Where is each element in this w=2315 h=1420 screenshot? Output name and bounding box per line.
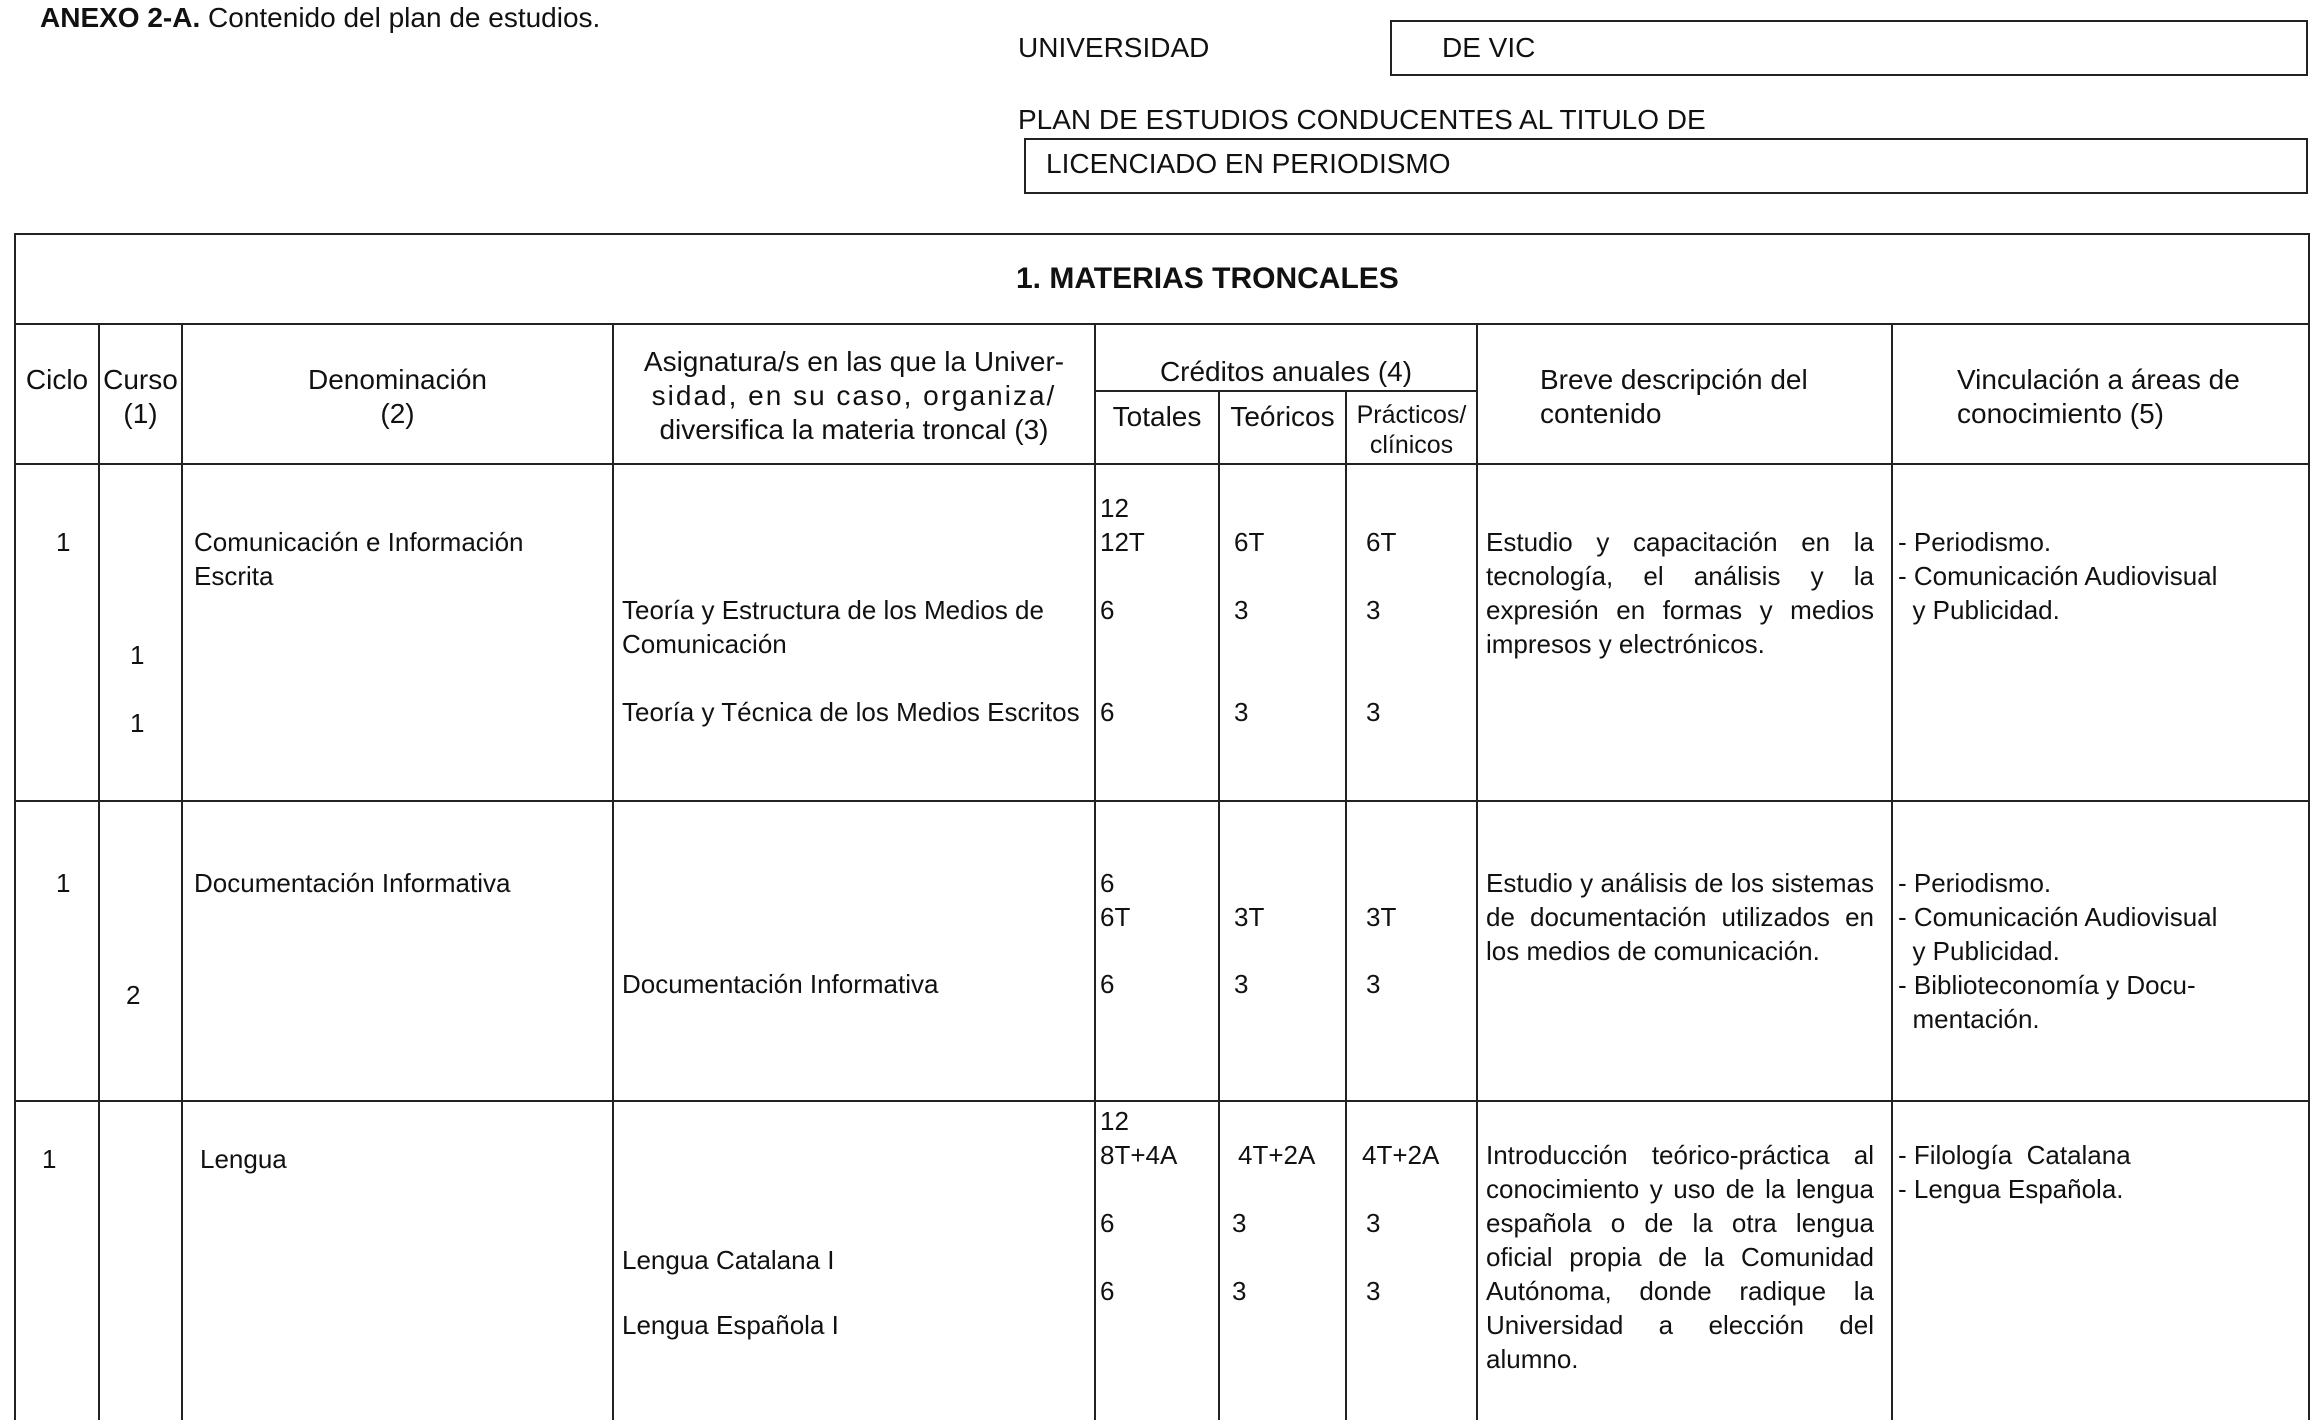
- row1-sub1-teoricos: 3: [1234, 595, 1249, 625]
- row2-teoricos: 3T: [1234, 902, 1265, 932]
- row3-sub1-name: Lengua Catalana I: [622, 1245, 835, 1275]
- row3-denominacion: Lengua: [200, 1144, 287, 1174]
- col-practicos: [1347, 400, 1476, 460]
- row2-denominacion: Documentación Informativa: [194, 868, 511, 898]
- row1-sub2-name: Teoría y Técnica de los Medios Escritos: [622, 697, 1080, 727]
- col-vinculacion-line2: conocimiento (5): [1957, 398, 2164, 429]
- row1-sub2-curso: 1: [130, 708, 145, 738]
- row2-sub1-totales: 6: [1100, 969, 1115, 999]
- row2-totales: 6T: [1100, 902, 1131, 932]
- row1-sub2-totales: 6: [1100, 697, 1115, 727]
- row1-sub1-name: Teoría y Estructura de los Medios de Comunicación: [622, 595, 1044, 659]
- plan-label: PLAN DE ESTUDIOS CONDUCENTES AL TITULO DE: [1018, 104, 1706, 135]
- col-asignatura: [614, 345, 1094, 447]
- row2-sub1-practicos: 3: [1366, 969, 1381, 999]
- col-creditos: Créditos anuales (4): [1159, 356, 1413, 387]
- col-asignatura-line2: sidad, en su caso, organiza/: [651, 380, 1057, 411]
- row3-sub2-practicos: 3: [1366, 1276, 1381, 1306]
- row3-totales: 8T+4A: [1100, 1140, 1178, 1170]
- col-teoricos: Teóricos: [1230, 401, 1335, 432]
- area-item: - Comunicación Audiovisual: [1898, 902, 2218, 932]
- row3-ciclo: 1: [42, 1144, 57, 1174]
- col-vinculacion: [1893, 363, 2310, 431]
- row1-teoricos: 6T: [1234, 527, 1265, 557]
- area-item: mentación.: [1898, 1004, 2040, 1034]
- row3-sub2-teoricos: 3: [1232, 1276, 1247, 1306]
- area-item: y Publicidad.: [1898, 936, 2060, 966]
- row1-areas: [1898, 525, 2217, 627]
- row2-practicos: 3T: [1366, 902, 1397, 932]
- university-value: DE VIC: [1442, 32, 1536, 63]
- area-item: - Periodismo.: [1898, 527, 2052, 557]
- area-item: y Publicidad.: [1898, 595, 2060, 625]
- col-descripcion-line1: Breve descripción del: [1540, 364, 1808, 395]
- col-practicos-line1: Prácticos/: [1356, 401, 1467, 429]
- row2-total-top: 6: [1100, 868, 1115, 898]
- row3-sub1-teoricos: 3: [1232, 1208, 1247, 1238]
- col-denominacion-label: Denominación: [308, 364, 487, 395]
- area-item: - Comunicación Audiovisual: [1898, 561, 2218, 591]
- row2-sub1-teoricos: 3: [1234, 969, 1249, 999]
- col-curso: [100, 363, 181, 431]
- row2-sub1-curso: 2: [126, 980, 141, 1010]
- row3-sub1-totales: 6: [1100, 1208, 1115, 1238]
- row2-sub1-name: Documentación Informativa: [622, 969, 939, 999]
- row2-areas: [1898, 866, 2217, 1036]
- annex-heading: [40, 2, 600, 34]
- row1-sub2-practicos: 3: [1366, 697, 1381, 727]
- row1-ciclo: 1: [56, 527, 71, 557]
- col-practicos-line2: clínicos: [1369, 431, 1454, 459]
- col-ciclo: Ciclo: [25, 364, 89, 395]
- table-title: 1. MATERIAS TRONCALES: [1016, 262, 1399, 295]
- row2-ciclo: 1: [56, 868, 71, 898]
- row1-sub2-teoricos: 3: [1234, 697, 1249, 727]
- area-item: - Lengua Española.: [1898, 1174, 2124, 1204]
- row1-denominacion: Comunicación e Información Escrita: [194, 527, 524, 591]
- col-descripcion-line2: contenido: [1540, 398, 1662, 429]
- row3-sub1-practicos: 3: [1366, 1208, 1381, 1238]
- col-denominacion: [183, 363, 612, 431]
- university-label: UNIVERSIDAD: [1018, 32, 1210, 63]
- row3-sub2-totales: 6: [1100, 1276, 1115, 1306]
- plan-value: LICENCIADO EN PERIODISMO: [1046, 148, 1451, 179]
- row1-sub1-practicos: 3: [1366, 595, 1381, 625]
- area-item: - Filología Catalana: [1898, 1140, 2131, 1170]
- row3-descripcion: Introducción teórico-práctica al conocimiento y uso de la lengua española o de la otra lengua oficial propia de la Comunidad Autónoma, donde radique la Universidad a elección del alumno.: [1486, 1140, 1874, 1374]
- annex-number: ANEXO 2-A.: [40, 2, 201, 33]
- row1-totales: 12T: [1100, 527, 1145, 557]
- row1-descripcion: Estudio y capacitación en la tecnología, el análisis y la expresión en formas y medios impresos y electrónicos.: [1486, 527, 1874, 659]
- col-totales: Totales: [1112, 401, 1202, 432]
- university-value-box: [1390, 20, 2308, 76]
- plan-value-box: [1024, 138, 2308, 194]
- row1-practicos: 6T: [1366, 527, 1397, 557]
- col-asignatura-line1: Asignatura/s en las que la Univer-: [643, 346, 1065, 377]
- row1-total-top: 12: [1100, 493, 1129, 523]
- col-curso-label: Curso: [103, 364, 178, 395]
- area-item: - Periodismo.: [1898, 868, 2052, 898]
- row3-areas: [1898, 1138, 2131, 1206]
- row3-practicos: 4T+2A: [1362, 1140, 1440, 1170]
- area-item: - Biblioteconomía y Docu-: [1898, 970, 2196, 1000]
- col-asignatura-line3: diversifica la materia troncal (3): [659, 414, 1049, 445]
- annex-title: Contenido del plan de estudios.: [200, 2, 601, 33]
- row1-sub1-curso: 1: [130, 640, 145, 670]
- col-curso-note: (1): [123, 398, 158, 429]
- col-vinculacion-line1: Vinculación a áreas de: [1957, 364, 2240, 395]
- row2-descripcion: Estudio y análisis de los sistemas de documentación utilizados en los medios de comunicación.: [1486, 868, 1874, 966]
- row3-total-top: 12: [1100, 1106, 1129, 1136]
- row3-sub2-name: Lengua Española I: [622, 1310, 839, 1340]
- row3-teoricos: 4T+2A: [1238, 1140, 1316, 1170]
- col-denominacion-note: (2): [380, 398, 415, 429]
- col-descripcion: [1478, 363, 1891, 431]
- row1-sub1-totales: 6: [1100, 595, 1115, 625]
